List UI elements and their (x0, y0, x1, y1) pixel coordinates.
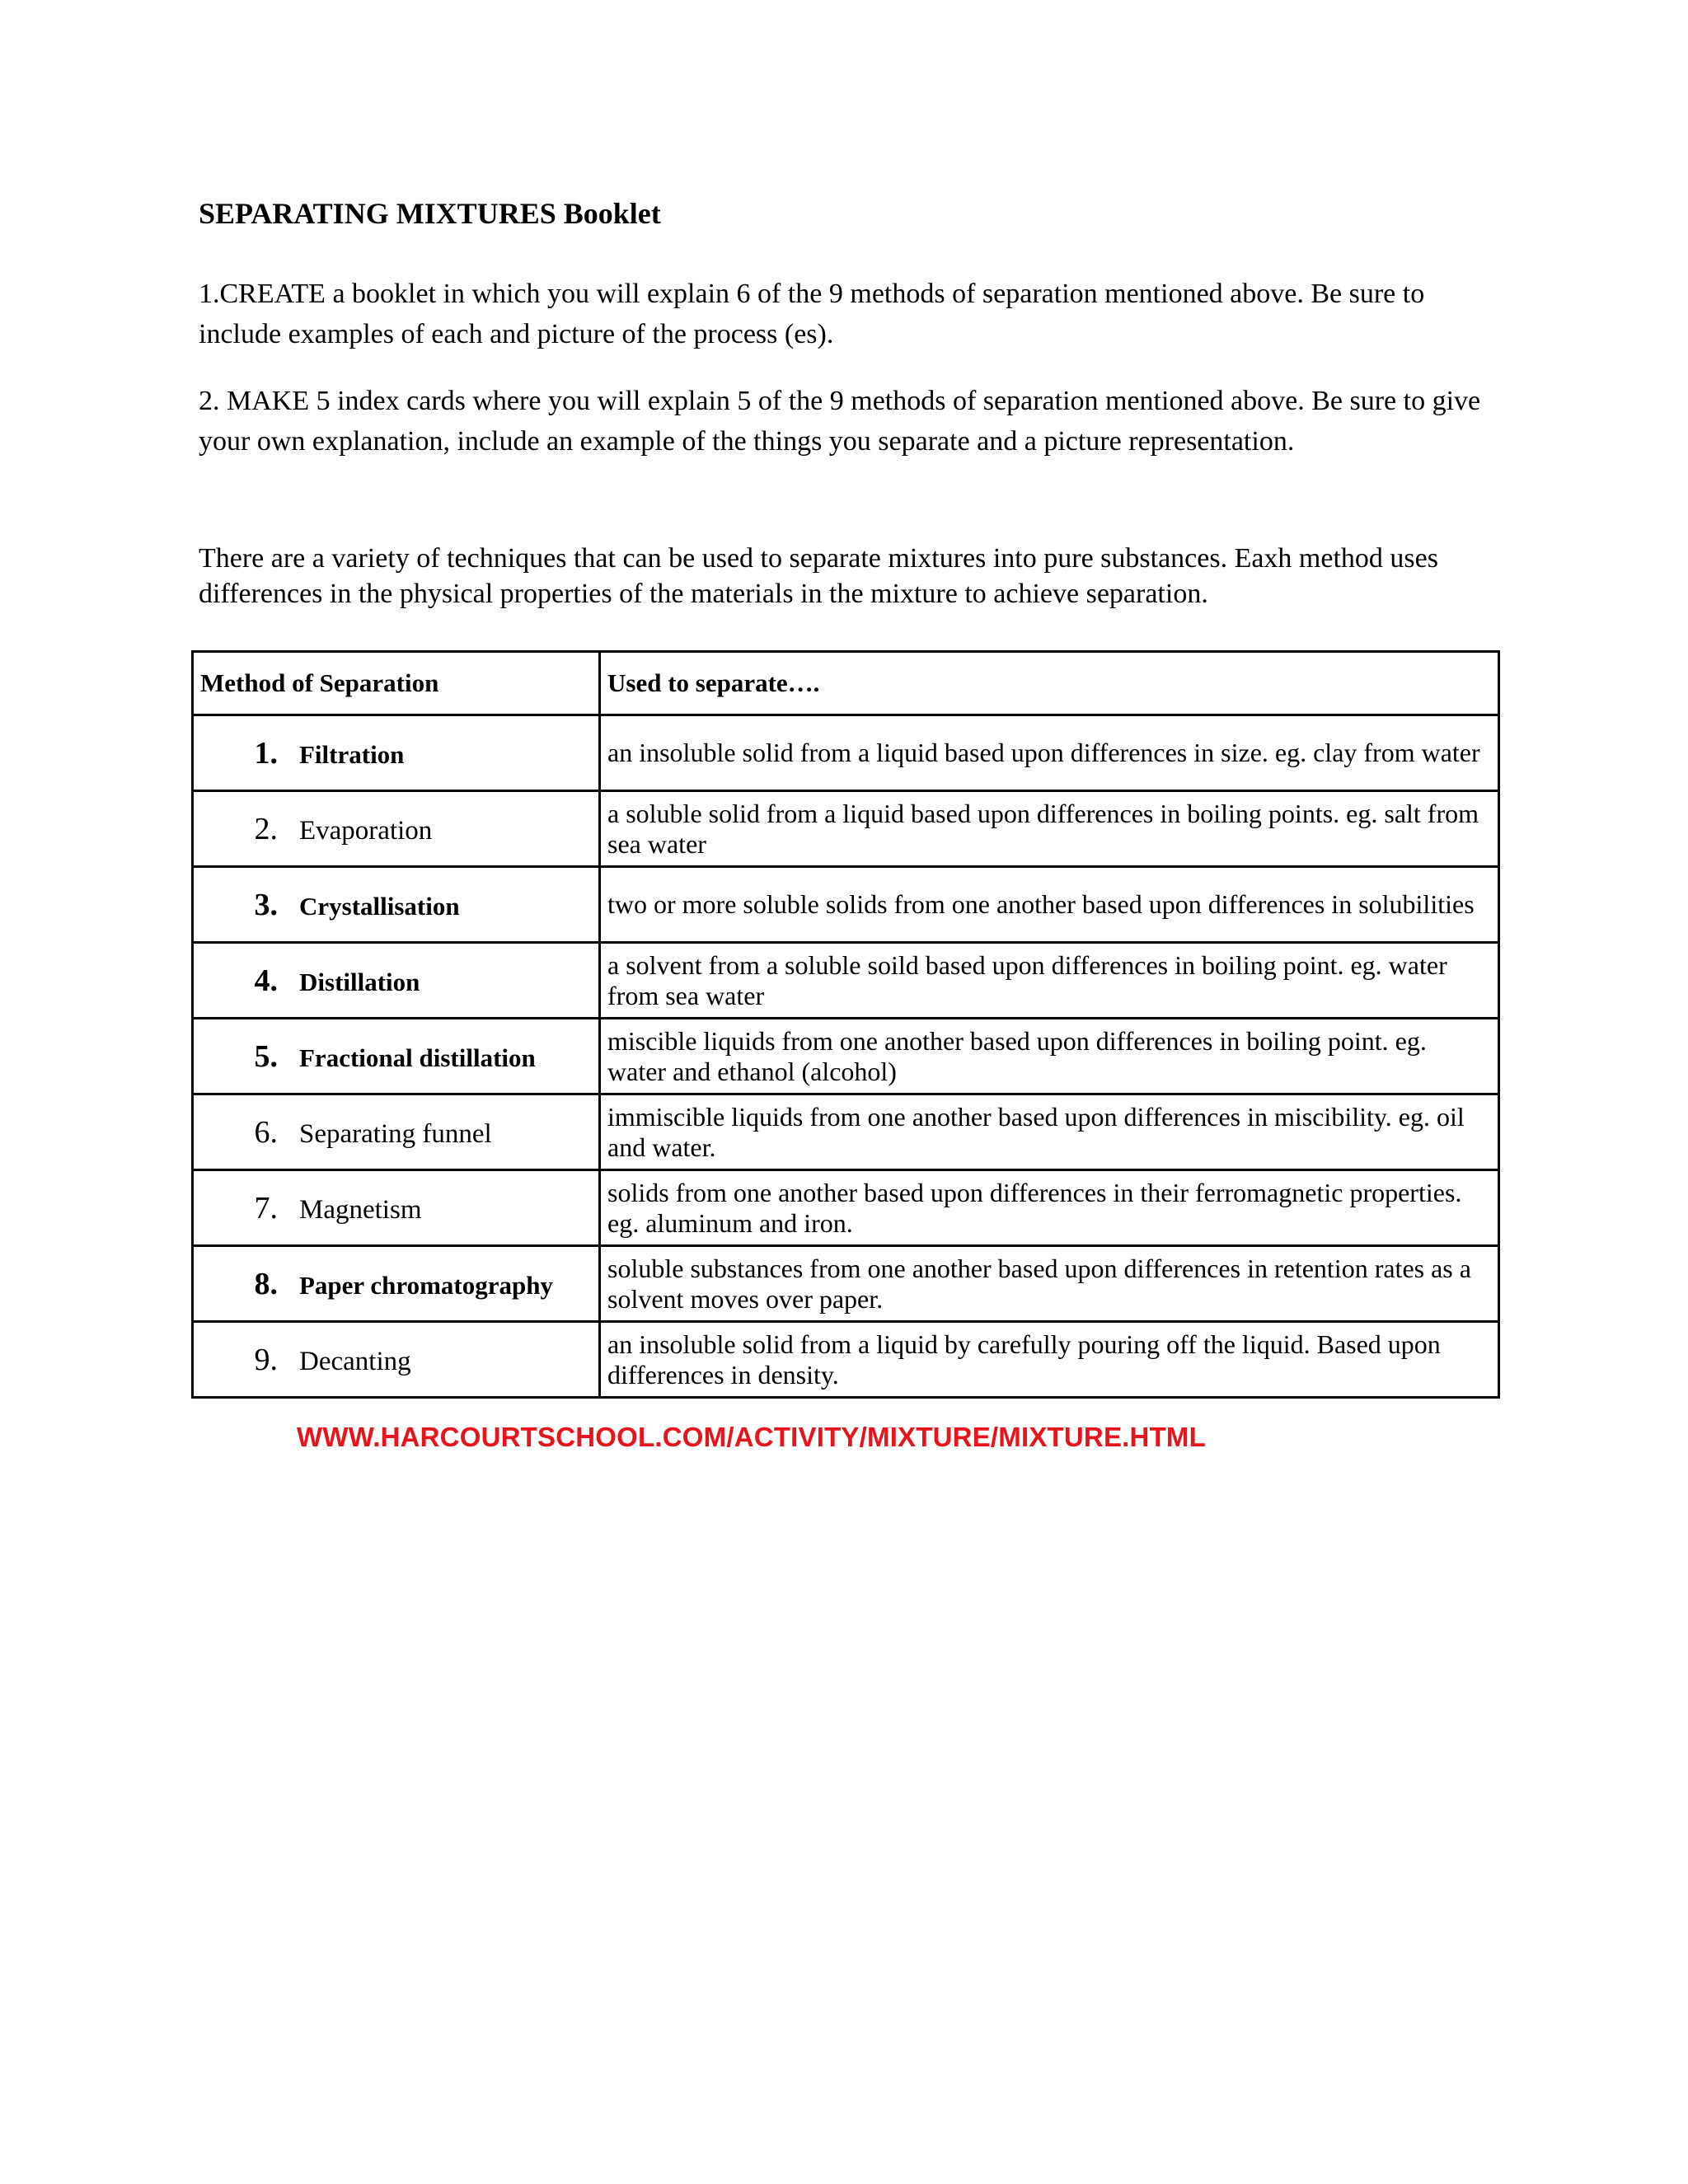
instruction-2: 2. MAKE 5 index cards where you will explain 5 of the 9 methods of separation mentioned above. Be sure to give your own explanation, include an example of the things you separate and a picture representation. (199, 386, 1481, 457)
table-row (193, 791, 1499, 867)
method-cell (193, 791, 600, 867)
method-name: Decanting (299, 1346, 411, 1376)
document-title: SEPARATING MIXTURES Booklet (199, 197, 661, 230)
used-to-separate-cell: an insoluble solid from a liquid by carefully pouring off the liquid. Based upon differences in density. (600, 1322, 1499, 1398)
used-to-separate-cell: soluble substances from one another based upon differences in retention rates as a solvent moves over paper. (600, 1246, 1499, 1322)
method-number: 8. (254, 1266, 278, 1301)
header-used-to-separate: Used to separate…. (600, 652, 1499, 715)
table-row (193, 1322, 1499, 1398)
used-to-separate-cell: a soluble solid from a liquid based upon differences in boiling points. eg. salt from sea water (600, 791, 1499, 867)
used-to-separate-cell: a solvent from a soluble soild based upon differences in boiling point. eg. water from sea water (600, 943, 1499, 1019)
used-to-separate-cell: miscible liquids from one another based upon differences in boiling point. eg. water and ethanol (alcohol) (600, 1019, 1499, 1094)
method-name: Paper chromatography (299, 1270, 553, 1300)
used-to-separate-cell: an insoluble solid from a liquid based upon differences in size. eg. clay from water (600, 715, 1499, 791)
table-header-row (193, 652, 1499, 715)
table-row (193, 1019, 1499, 1094)
table-row (193, 1246, 1499, 1322)
method-number: 2. (254, 811, 278, 846)
method-name: Filtration (299, 739, 405, 769)
method-number: 4. (254, 963, 278, 998)
method-number: 1. (254, 735, 278, 771)
table-row (193, 943, 1499, 1019)
method-number: 9. (254, 1342, 278, 1377)
used-to-separate-cell: solids from one another based upon differences in their ferromagnetic properties. eg. aluminum and iron. (600, 1170, 1499, 1246)
method-cell (193, 943, 600, 1019)
method-cell (193, 1019, 600, 1094)
method-cell (193, 1246, 600, 1322)
header-method: Method of Separation (193, 652, 600, 715)
method-name: Distillation (299, 967, 420, 996)
method-number: 6. (254, 1114, 278, 1150)
method-cell (193, 867, 600, 943)
method-name: Crystallisation (299, 891, 460, 921)
method-number: 3. (254, 887, 278, 922)
method-cell (193, 715, 600, 791)
method-cell (193, 1170, 600, 1246)
method-cell (193, 1322, 600, 1398)
method-number: 5. (254, 1038, 278, 1074)
method-name: Evaporation (299, 815, 433, 846)
table-row (193, 715, 1499, 791)
separation-methods-table (191, 650, 1500, 1399)
method-cell (193, 1094, 600, 1170)
intro-paragraph: There are a variety of techniques that can be used to separate mixtures into pure substances. Eaxh method uses differences in the physical properties of the materials in the mixture to achieve separation. (199, 543, 1438, 609)
method-name: Separating funnel (299, 1118, 492, 1149)
harcourt-activity-link[interactable]: WWW.HARCOURTSCHOOL.COM/ACTIVITY/MIXTURE/MIXTURE.HTML (297, 1422, 1206, 1452)
instruction-1: 1.CREATE a booklet in which you will explain 6 of the 9 methods of separation mentioned above. Be sure to include examples of each and picture of the process (es). (199, 279, 1425, 349)
method-name: Fractional distillation (299, 1043, 536, 1072)
table-row (193, 1094, 1499, 1170)
table-row (193, 1170, 1499, 1246)
method-name: Magnetism (299, 1194, 422, 1225)
method-number: 7. (254, 1190, 278, 1226)
used-to-separate-cell: immiscible liquids from one another based upon differences in miscibility. eg. oil and water. (600, 1094, 1499, 1170)
used-to-separate-cell: two or more soluble solids from one another based upon differences in solubilities (600, 867, 1499, 943)
table-row (193, 867, 1499, 943)
